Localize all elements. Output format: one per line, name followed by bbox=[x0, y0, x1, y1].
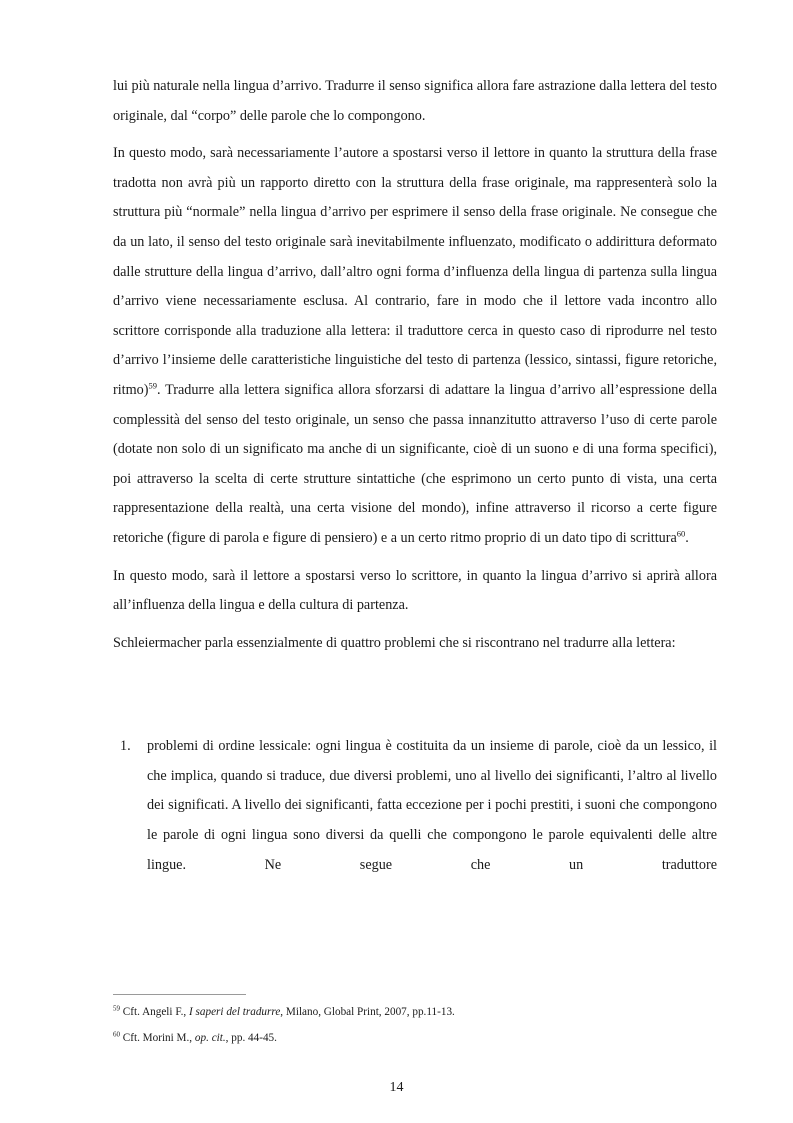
footnote-separator bbox=[113, 994, 246, 995]
page-number: 14 bbox=[389, 1080, 404, 1095]
paragraph-4 bbox=[113, 629, 717, 659]
paragraph-text: In questo modo, sarà necessariamente l’autore a spostarsi verso il lettore in quanto la struttura della frase tradotta non avrà più un rapporto diretto con la struttura della frase originale, ma rappresenterà solo la struttura più “normale” nella lingua d’arrivo per esprimere il senso della frase originale. Ne consegue che da un lato, il senso del testo originale sarà inevitabilmente influenzato, modificato o addirittura deformato dalle strutture della lingua d’arrivo, dall’altro ogni forma d’influenza della lingua di partenza sulla lingua d’arrivo viene necessariamente esclusa. Al contrario, fare in modo che il lettore vada incontro allo scrittore corrisponde alla traduzione alla lettera: il traduttore cerca in questo caso di riprodurre nel testo d’arrivo l’insieme delle caratteristiche linguistiche del testo di partenza (lessico, sintassi, figure retoriche, ritmo) bbox=[113, 145, 717, 398]
paragraph-text: Schleiermacher parla essenzialmente di quattro problemi che si riscontrano nel tradurre alla lettera: bbox=[113, 634, 676, 651]
footnote-59 bbox=[113, 1005, 717, 1019]
footnote-mark: 59 bbox=[113, 1004, 120, 1013]
list-number: 1. bbox=[120, 738, 131, 755]
footnote-mark: 60 bbox=[113, 1030, 120, 1039]
paragraph-3 bbox=[113, 562, 717, 621]
paragraph-2 bbox=[113, 139, 717, 553]
footnote-text-end: , Milano, Global Print, 2007, pp.11-13. bbox=[280, 1006, 455, 1018]
footnote-text-end: , pp. 44-45. bbox=[225, 1032, 277, 1044]
paragraph-text: lui più naturale nella lingua d’arrivo. Tradurre il senso significa allora fare astrazione dalla lettera del testo originale, dal “corpo” delle parole che lo compongono. bbox=[113, 78, 717, 124]
paragraph-text: In questo modo, sarà il lettore a spostarsi verso lo scrittore, in quanto la lingua d’arrivo si aprirà allora all’influenza della lingua e della cultura di partenza. bbox=[113, 567, 717, 614]
list-item-text: problemi di ordine lessicale: ogni lingua è costituita da un insieme di parole, cioè da un lessico, il che implica, quando si traduce, due diversi problemi, uno al livello dei significanti, l’altro al livello dei significati. A livello dei significanti, fatta eccezione per i pochi prestiti, i suoni che compongono le parole di ogni lingua sono diversi da quelli che compongono le parole equivalenti delle altre lingue. Ne segue che un traduttore bbox=[147, 738, 717, 873]
paragraph-text-cont: . Tradurre alla lettera significa allora sforzarsi di adattare la lingua d’arrivo all’espressione della complessità del senso del testo originale, un senso che passa innanzitutto attraverso l’uso di certe parole (dotate non solo di un significato ma anche di un significante, cioè di un suono e di una forma specifici), poi attraverso la scelta di certe strutture sintattiche (che esprimono un certo punto di vista, una certa rappresentazione della realtà, una certa visione del mondo), infine attraverso il ricorso a certe figure retoriche (figure di parola e figure di pensiero) e a un certo ritmo proprio di un dato tipo di scrittura bbox=[113, 381, 717, 546]
footnote-60 bbox=[113, 1031, 717, 1045]
numbered-list-item bbox=[113, 732, 717, 880]
blank-space bbox=[113, 666, 717, 732]
body-text bbox=[113, 72, 717, 880]
footnote-title: I saperi del tradurre bbox=[189, 1006, 281, 1018]
footnote-text: Cft. Morini M., bbox=[120, 1032, 195, 1044]
footnote-text: Cft. Angeli F., bbox=[120, 1006, 190, 1018]
footnote-ref-59[interactable]: 59 bbox=[148, 380, 157, 391]
paragraph-1 bbox=[113, 72, 717, 131]
footnote-title: op. cit. bbox=[194, 1032, 226, 1044]
footnote-ref-60[interactable]: 60 bbox=[676, 528, 686, 539]
paragraph-text-end: . bbox=[685, 529, 689, 546]
